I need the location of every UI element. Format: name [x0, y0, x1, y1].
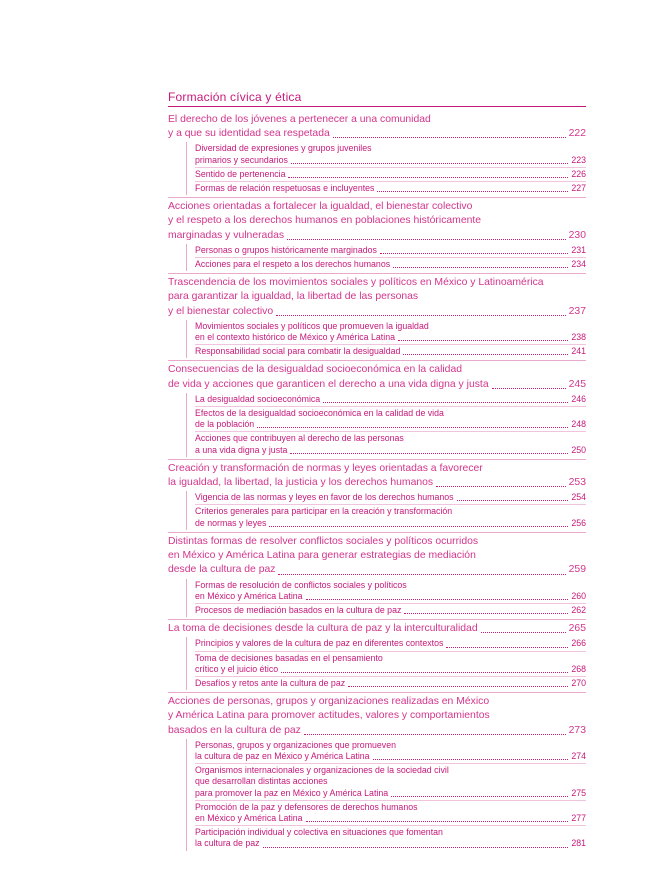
topic-text: La toma de decisiones desde la cultura de paz y la interculturalidad — [168, 623, 478, 635]
subtopic-text: en México y América Latina — [195, 590, 303, 601]
toc-subtopic[interactable] — [195, 579, 586, 603]
topic-text: y el respeto a los derechos humanos en poblaciones históricamente — [168, 215, 482, 227]
subtopic-text: Formas de resolución de conflictos sociales y políticos — [195, 579, 407, 590]
topic-line — [168, 535, 586, 549]
topic-line — [168, 363, 586, 377]
subtopic-list — [186, 320, 586, 359]
dot-leader — [446, 647, 568, 648]
toc-topic[interactable] — [168, 619, 586, 690]
subtopic-page-number: 254 — [571, 492, 586, 503]
dot-leader — [290, 453, 568, 454]
dot-leader — [291, 163, 568, 164]
subtopic-line — [195, 740, 586, 751]
subtopic-page-number: 223 — [571, 154, 586, 165]
topic-text: para garantizar la igualdad, la libertad de las personas — [168, 291, 419, 303]
topic-text: la igualdad, la libertad, la justicia y los derechos humanos — [168, 477, 434, 489]
subtopic-page-number: 277 — [571, 812, 586, 823]
subtopic-line — [195, 143, 586, 154]
subtopic-line — [195, 678, 586, 689]
subtopic-list — [186, 637, 586, 690]
dot-leader — [393, 267, 568, 268]
topic-page-number: 245 — [568, 378, 586, 390]
subtopic-line — [195, 332, 586, 343]
subtopic-page-number: 227 — [571, 183, 586, 194]
toc-subtopic[interactable] — [195, 344, 586, 358]
topic-text: Creación y transformación de normas y leyes orientadas a favorecer — [168, 462, 483, 474]
subtopic-text: Vigencia de las normas y leyes en favor de los derechos humanos — [195, 492, 454, 503]
topic-line — [168, 709, 586, 723]
toc-subtopic[interactable] — [195, 406, 586, 431]
dot-leader — [380, 253, 568, 254]
toc-topic[interactable] — [168, 459, 586, 530]
subtopic-page-number: 250 — [571, 444, 586, 455]
subtopic-line — [195, 580, 586, 591]
topic-page-number: 253 — [568, 477, 586, 489]
toc-subtopic[interactable] — [195, 320, 586, 344]
subtopic-line — [195, 664, 586, 675]
subtopic-text: de la población — [195, 419, 255, 430]
dot-leader — [333, 137, 566, 138]
toc-topic[interactable] — [168, 111, 586, 195]
subtopic-text: en México y América Latina — [195, 812, 303, 823]
subtopic-page-number: 248 — [571, 419, 586, 430]
dot-leader — [306, 599, 569, 600]
toc-subtopic[interactable] — [195, 676, 586, 690]
subtopic-text: La desigualdad socioeconómica — [195, 393, 321, 404]
subtopic-text: que desarrollan distintas acciones — [195, 776, 328, 787]
toc-subtopic[interactable] — [195, 651, 586, 676]
subtopic-line — [195, 788, 586, 799]
topic-line — [168, 276, 586, 290]
subtopic-line — [195, 776, 586, 787]
section-title: Formación cívica y ética — [168, 90, 586, 107]
toc-subtopic[interactable] — [195, 491, 586, 504]
subtopic-text: a una vida digna y justa — [195, 444, 288, 455]
subtopic-text: Responsabilidad social para combatir la desigualdad — [195, 346, 401, 357]
subtopic-line — [195, 259, 586, 270]
dot-leader — [281, 672, 568, 673]
subtopic-text: la cultura de paz en México y América Latina — [195, 750, 370, 761]
subtopic-page-number: 274 — [571, 750, 586, 761]
subtopic-text: Personas, grupos y organizaciones que promueven — [195, 739, 396, 750]
topic-line — [168, 462, 586, 476]
topic-text: y América Latina para promover actitudes, valores y comportamientos — [168, 710, 490, 722]
toc-subtopic[interactable] — [195, 603, 586, 617]
subtopic-text: Sentido de pertenencia — [195, 168, 286, 179]
topic-line — [168, 622, 586, 636]
subtopic-line — [195, 653, 586, 664]
table-of-contents — [168, 90, 586, 851]
topic-text: y el bienestar colectivo — [168, 305, 274, 317]
subtopic-text: Movimientos sociales y políticos que promueven la igualdad — [195, 320, 429, 331]
subtopic-text: de normas y leyes — [195, 517, 267, 528]
topic-line — [168, 563, 586, 577]
subtopic-text: Organismos internacionales y organizaciones de la sociedad civil — [195, 765, 449, 776]
toc-topic[interactable] — [168, 197, 586, 271]
dot-leader — [436, 486, 566, 487]
subtopic-text: Acciones para el respeto a los derechos humanos — [195, 259, 391, 270]
subtopic-line — [195, 506, 586, 517]
topic-text: desde la cultura de paz — [168, 564, 276, 576]
toc-subtopic[interactable] — [195, 739, 586, 763]
topic-line — [168, 378, 586, 392]
topic-line — [168, 695, 586, 709]
topic-line — [168, 305, 586, 319]
subtopic-text: Criterios generales para participar en la creación y transformación — [195, 506, 453, 517]
toc-topic[interactable] — [168, 273, 586, 358]
toc-list — [168, 111, 586, 851]
subtopic-line — [195, 492, 586, 503]
toc-subtopic[interactable] — [195, 637, 586, 650]
dot-leader — [481, 632, 566, 633]
subtopic-line — [195, 321, 586, 332]
topic-page-number: 259 — [568, 564, 586, 576]
subtopic-text: primarios y secundarios — [195, 154, 288, 165]
topic-text: de vida y acciones que garanticen el derecho a una vida digna y justa — [168, 378, 489, 390]
subtopic-page-number: 266 — [571, 638, 586, 649]
dot-leader — [304, 734, 566, 735]
subtopic-text: Personas o grupos históricamente marginados — [195, 244, 377, 255]
subtopic-line — [195, 518, 586, 529]
subtopic-text: Promoción de la paz y defensores de derechos humanos — [195, 801, 418, 812]
topic-text: y a que su identidad sea respetada — [168, 128, 330, 140]
topic-line — [168, 476, 586, 490]
subtopic-line — [195, 245, 586, 256]
topic-text: El derecho de los jóvenes a pertenecer a una comunidad — [168, 114, 431, 125]
topic-text: Distintas formas de resolver conflictos sociales y políticos ocurridos — [168, 535, 479, 547]
subtopic-line — [195, 751, 586, 762]
subtopic-page-number: 270 — [571, 677, 586, 688]
dot-leader — [348, 686, 568, 687]
subtopic-text: Participación individual y colectiva en situaciones que fomentan — [195, 827, 443, 838]
toc-subtopic[interactable] — [195, 825, 586, 850]
toc-subtopic[interactable] — [195, 167, 586, 181]
toc-topic[interactable] — [168, 532, 586, 617]
subtopic-line — [195, 155, 586, 166]
topic-line — [168, 200, 586, 214]
topic-line — [168, 549, 586, 563]
topic-text: marginadas y vulneradas — [168, 229, 285, 241]
subtopic-line — [195, 346, 586, 357]
subtopic-line — [195, 591, 586, 602]
subtopic-page-number: 234 — [571, 259, 586, 270]
dot-leader — [391, 796, 568, 797]
subtopic-page-number: 238 — [571, 332, 586, 343]
topic-page-number: 230 — [568, 229, 586, 241]
toc-subtopic[interactable] — [195, 800, 586, 825]
topic-page-number: 273 — [568, 724, 586, 736]
dot-leader — [306, 821, 569, 822]
toc-subtopic[interactable] — [195, 142, 586, 166]
dot-leader — [377, 191, 568, 192]
subtopic-text: para promover la paz en México y América Latina — [195, 787, 389, 798]
subtopic-line — [195, 802, 586, 813]
subtopic-text: en el contexto histórico de México y América Latina — [195, 332, 395, 343]
toc-topic[interactable] — [168, 360, 586, 456]
topic-page-number: 222 — [568, 128, 586, 140]
subtopic-text: Principios y valores de la cultura de paz en diferentes contextos — [195, 638, 444, 649]
subtopic-list — [186, 579, 586, 618]
topic-line — [168, 113, 586, 127]
subtopic-line — [195, 408, 586, 419]
topic-text: Acciones orientadas a fortalecer la igualdad, el bienestar colectivo — [168, 201, 473, 213]
dot-leader — [263, 847, 569, 848]
topic-text: basados en la cultura de paz — [168, 724, 301, 736]
subtopic-page-number: 268 — [571, 663, 586, 674]
topic-text: Trascendencia de los movimientos sociales y políticos en México y Latinoamérica — [168, 277, 544, 289]
topic-line — [168, 229, 586, 243]
dot-leader — [492, 388, 566, 389]
subtopic-text: Desafíos y retos ante la cultura de paz — [195, 677, 346, 688]
subtopic-page-number: 275 — [571, 787, 586, 798]
topic-text: Consecuencias de la desigualdad socioeconómica en la calidad — [168, 364, 463, 376]
subtopic-page-number: 256 — [571, 517, 586, 528]
subtopic-line — [195, 813, 586, 824]
dot-leader — [276, 315, 566, 316]
toc-subtopic[interactable] — [195, 257, 586, 271]
topic-page-number: 237 — [568, 305, 586, 317]
dot-leader — [288, 177, 568, 178]
dot-leader — [457, 500, 569, 501]
topic-line — [168, 127, 586, 141]
subtopic-text: Efectos de la desigualdad socioeconómica en la calidad de vida — [195, 408, 444, 419]
subtopic-text: crítico y el juicio ético — [195, 663, 279, 674]
toc-subtopic[interactable] — [195, 181, 586, 195]
toc-subtopic[interactable] — [195, 763, 586, 800]
subtopic-list — [186, 393, 586, 457]
subtopic-text: Formas de relación respetuosas e incluyentes — [195, 183, 375, 194]
subtopic-list — [186, 244, 586, 271]
dot-leader — [373, 759, 569, 760]
subtopic-text: Toma de decisiones basadas en el pensamiento — [195, 652, 383, 663]
subtopic-text: Acciones que contribuyen al derecho de las personas — [195, 433, 404, 444]
subtopic-line — [195, 838, 586, 849]
dot-leader — [404, 613, 568, 614]
subtopic-text: Procesos de mediación basados en la cultura de paz — [195, 604, 402, 615]
subtopic-list — [186, 491, 586, 530]
toc-subtopic[interactable] — [195, 504, 586, 529]
toc-topic[interactable] — [168, 692, 586, 850]
subtopic-page-number: 231 — [571, 244, 586, 255]
dot-leader — [323, 402, 568, 403]
subtopic-line — [195, 445, 586, 456]
toc-subtopic[interactable] — [195, 393, 586, 406]
toc-subtopic[interactable] — [195, 244, 586, 257]
subtopic-page-number: 226 — [571, 168, 586, 179]
subtopic-list — [186, 739, 586, 851]
dot-leader — [278, 574, 565, 575]
subtopic-text: Diversidad de expresiones y grupos juveniles — [195, 143, 372, 154]
subtopic-page-number: 281 — [571, 838, 586, 849]
subtopic-list — [186, 142, 586, 195]
subtopic-line — [195, 419, 586, 430]
subtopic-line — [195, 765, 586, 776]
subtopic-line — [195, 169, 586, 180]
subtopic-text: la cultura de paz — [195, 838, 260, 849]
topic-line — [168, 290, 586, 304]
topic-text: en México y América Latina para generar estrategias de mediación — [168, 550, 476, 562]
subtopic-line — [195, 605, 586, 616]
dot-leader — [287, 239, 566, 240]
subtopic-line — [195, 183, 586, 194]
toc-subtopic[interactable] — [195, 431, 586, 456]
dot-leader — [403, 354, 568, 355]
subtopic-line — [195, 394, 586, 405]
subtopic-line — [195, 638, 586, 649]
topic-line — [168, 214, 586, 228]
subtopic-line — [195, 827, 586, 838]
dot-leader — [269, 526, 568, 527]
topic-line — [168, 724, 586, 738]
dot-leader — [398, 340, 568, 341]
subtopic-page-number: 260 — [571, 590, 586, 601]
subtopic-page-number: 246 — [571, 393, 586, 404]
subtopic-page-number: 241 — [571, 346, 586, 357]
dot-leader — [257, 427, 568, 428]
topic-page-number: 265 — [568, 623, 586, 635]
topic-text: Acciones de personas, grupos y organizaciones realizadas en México — [168, 696, 490, 708]
subtopic-page-number: 262 — [571, 604, 586, 615]
subtopic-line — [195, 433, 586, 444]
